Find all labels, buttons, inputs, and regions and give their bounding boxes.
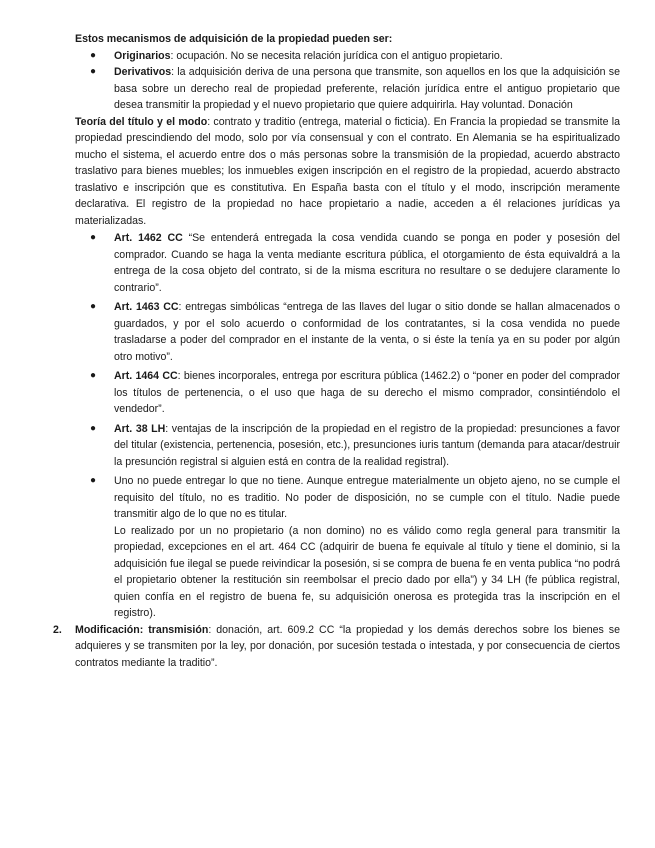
numbered-item: 2. Modificación: transmisión: donación, art. 609.2 CC “la propiedad y los demás derechos sobre los bienes se adquieres y se transmiten por la ley, por donación, por sucesión testada o intestada, y por consecuencia de ciertos contratos mediante la traditio”. (53, 623, 620, 669)
theory-paragraph: Teoría del título y el modo: contrato y traditio (entrega, material o ficticia). En Francia la propiedad se transmite la propiedad prescindiendo del modo, solo por vía consensual y con el contrato. En Alemania se ha espiritualizado mucho el sistema, el acuerdo entre dos o más personas sobre la transmisión de la propiedad, acuerdo abstracto traslativo para bienes muebles; los inmuebles exigen inscripción en el registro de la propiedad, acuerdo abstracto traslativo e inscripción que es constitutiva. En España basta con el título y el modo, inscripción meramente declarativa. El registro de la propiedad no hace propietario a nadie, acceden a él relaciones jurídicas ya materializadas. (75, 115, 620, 227)
bullet-icon: ● (90, 475, 97, 486)
list-item: ● Art. 1463 CC: entregas simbólicas “entrega de las llaves del lugar o sitio donde se hallan almacenados o guardados, y por el solo acuerdo o conformidad de los contratantes, si la cosa vendida no puede trasladarse a poder del comprador en el instante de la venta, o si éste la tenía ya en su poder por algún otro motivo”. (90, 301, 621, 363)
item-number: 2. (53, 623, 62, 636)
list-item: ● Art. 1462 CC “Se entenderá entregada la cosa vendida cuando se ponga en poder y posesión del comprador. Cuando se haga la venta mediante escritura pública, el otorgamiento de ésta equivaldrá a la entrega de la cosa objeto del contrato, si de la misma escritura no resultare o se dedujere claramente lo contrario”. (90, 232, 621, 294)
nemo-dat-paragraph: Uno no puede entregar lo que no tiene. Aunque entregue materialmente un objeto ajeno, no se cumple el requisito del título, no es traditio. No poder de disposición, no se cumple con el título. Nadie puede transmitir algo de lo que no es titular. (114, 475, 620, 520)
non-domino-paragraph: Lo realizado por un no propietario (a non domino) no es válido como regla general para transmitir la propiedad, excepciones en el art. 464 CC (adquirir de buena fe equivale al título y tiene el dominio, si la adquisición fue ilegal se puede reivindicar la posesión, si se compra de buena fe en venta publica “no podrá el propietario obtener la restitución sin reembolsar el precio dado por ella”) y 34 LH (fe pública registral, quien confía en el registro de buena fe, su adquisición onerosa es protegida tras la inscripción en el registro). (114, 524, 620, 619)
bullet-icon: ● (90, 301, 97, 312)
bullet-icon: ● (90, 232, 97, 243)
bullet-icon: ● (90, 49, 97, 61)
bullet-icon: ● (90, 66, 97, 77)
bullet-icon: ● (90, 422, 97, 434)
list-item: ● Art. 38 LH: ventajas de la inscripción de la propiedad en el registro de la propiedad: presunciones a favor del titular (existencia, pertenencia, posesión, etc.), presunciones iuris tantum (demanda para atacar/destruir la presunción registral si alguien está en contra de la realidad registral). (90, 422, 620, 468)
list-item: ● Art. 1464 CC: bienes incorporales, entrega por escritura pública (1462.2) o “poner en poder del comprador los títulos de pertenencia, o el uso que haga de su derecho el mismo comprador, consintiéndolo el vendedor”. (90, 370, 620, 415)
list-item: ● Originarios: ocupación. No se necesita relación jurídica con el antiguo propietario. (75, 48, 620, 65)
list-item: ● Derivativos: la adquisición deriva de una persona que transmite, son aquellos en los que la adquisición se basa sobre un derecho real de propiedad preferente, relación jurídica entre el antiguo propietario que desea transmitir la propiedad y el nuevo propietario que quiere adquirirla. Hay voluntad. Donación (90, 66, 620, 111)
document-body (53, 31, 621, 671)
section-heading: Estos mecanismos de adquisición de la propiedad pueden ser: (75, 33, 393, 45)
bullet-icon: ● (90, 370, 97, 381)
list-item (75, 473, 620, 622)
